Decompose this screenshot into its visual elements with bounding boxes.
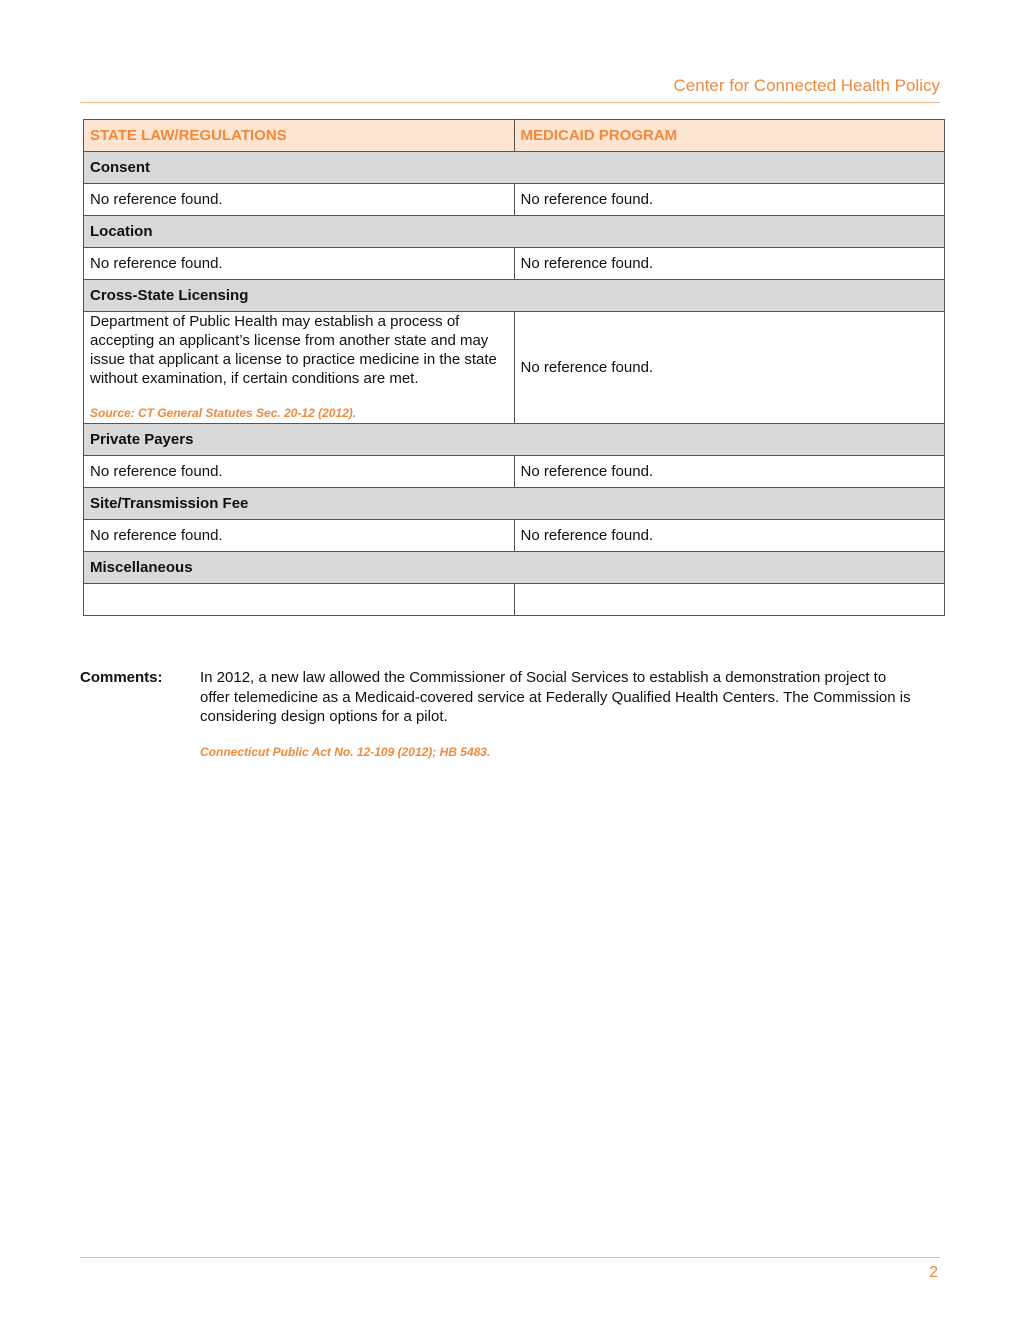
medicaid-cell: No reference found. bbox=[514, 456, 945, 488]
policy-table bbox=[83, 119, 945, 616]
section-row-consent bbox=[84, 152, 945, 184]
page-number: 2 bbox=[929, 1264, 938, 1281]
section-row-location bbox=[84, 216, 945, 248]
header-title: Center for Connected Health Policy bbox=[673, 76, 940, 95]
section-title: Miscellaneous bbox=[84, 552, 945, 584]
table-row bbox=[84, 248, 945, 280]
section-title: Private Payers bbox=[84, 424, 945, 456]
medicaid-cell: No reference found. bbox=[514, 248, 945, 280]
state-law-text: Department of Public Health may establish a process of accepting an applicant’s license from another state and may issue that applicant a license to practice medicine in the state without examination, if certain conditions are met. bbox=[90, 313, 497, 387]
footer-divider bbox=[80, 1257, 940, 1258]
comments-citation: Connecticut Public Act No. 12-109 (2012); HB 5483. bbox=[200, 744, 491, 759]
comments-label: Comments: bbox=[80, 669, 163, 686]
medicaid-cell: No reference found. bbox=[514, 184, 945, 216]
table-row bbox=[84, 584, 945, 616]
column-header-state-law: STATE LAW/REGULATIONS bbox=[84, 120, 515, 152]
section-row-cross-state-licensing bbox=[84, 280, 945, 312]
table-row bbox=[84, 520, 945, 552]
state-law-cell: No reference found. bbox=[84, 184, 515, 216]
source-citation: Source: CT General Statutes Sec. 20-12 (2012). bbox=[90, 406, 357, 420]
state-law-cell: No reference found. bbox=[84, 520, 515, 552]
header-divider bbox=[80, 102, 940, 103]
medicaid-cell: No reference found. bbox=[514, 520, 945, 552]
section-row-private-payers bbox=[84, 424, 945, 456]
section-row-site-transmission-fee bbox=[84, 488, 945, 520]
section-row-miscellaneous bbox=[84, 552, 945, 584]
table-row bbox=[84, 456, 945, 488]
comments-body bbox=[200, 668, 920, 762]
state-law-cell bbox=[84, 312, 515, 424]
comments-text: In 2012, a new law allowed the Commissioner of Social Services to establish a demonstration project to offer telemedicine as a Medicaid-covered service at Federally Qualified Health Centers. The Commission is considering design options for a pilot. bbox=[200, 669, 911, 725]
section-title: Consent bbox=[84, 152, 945, 184]
table-row bbox=[84, 312, 945, 424]
table-row bbox=[84, 184, 945, 216]
state-law-cell: No reference found. bbox=[84, 248, 515, 280]
section-title: Location bbox=[84, 216, 945, 248]
section-title: Site/Transmission Fee bbox=[84, 488, 945, 520]
table-header-row bbox=[84, 120, 945, 152]
medicaid-cell: No reference found. bbox=[514, 312, 945, 424]
section-title: Cross-State Licensing bbox=[84, 280, 945, 312]
medicaid-cell bbox=[514, 584, 945, 616]
state-law-cell bbox=[84, 584, 515, 616]
state-law-cell: No reference found. bbox=[84, 456, 515, 488]
column-header-medicaid: MEDICAID PROGRAM bbox=[514, 120, 945, 152]
